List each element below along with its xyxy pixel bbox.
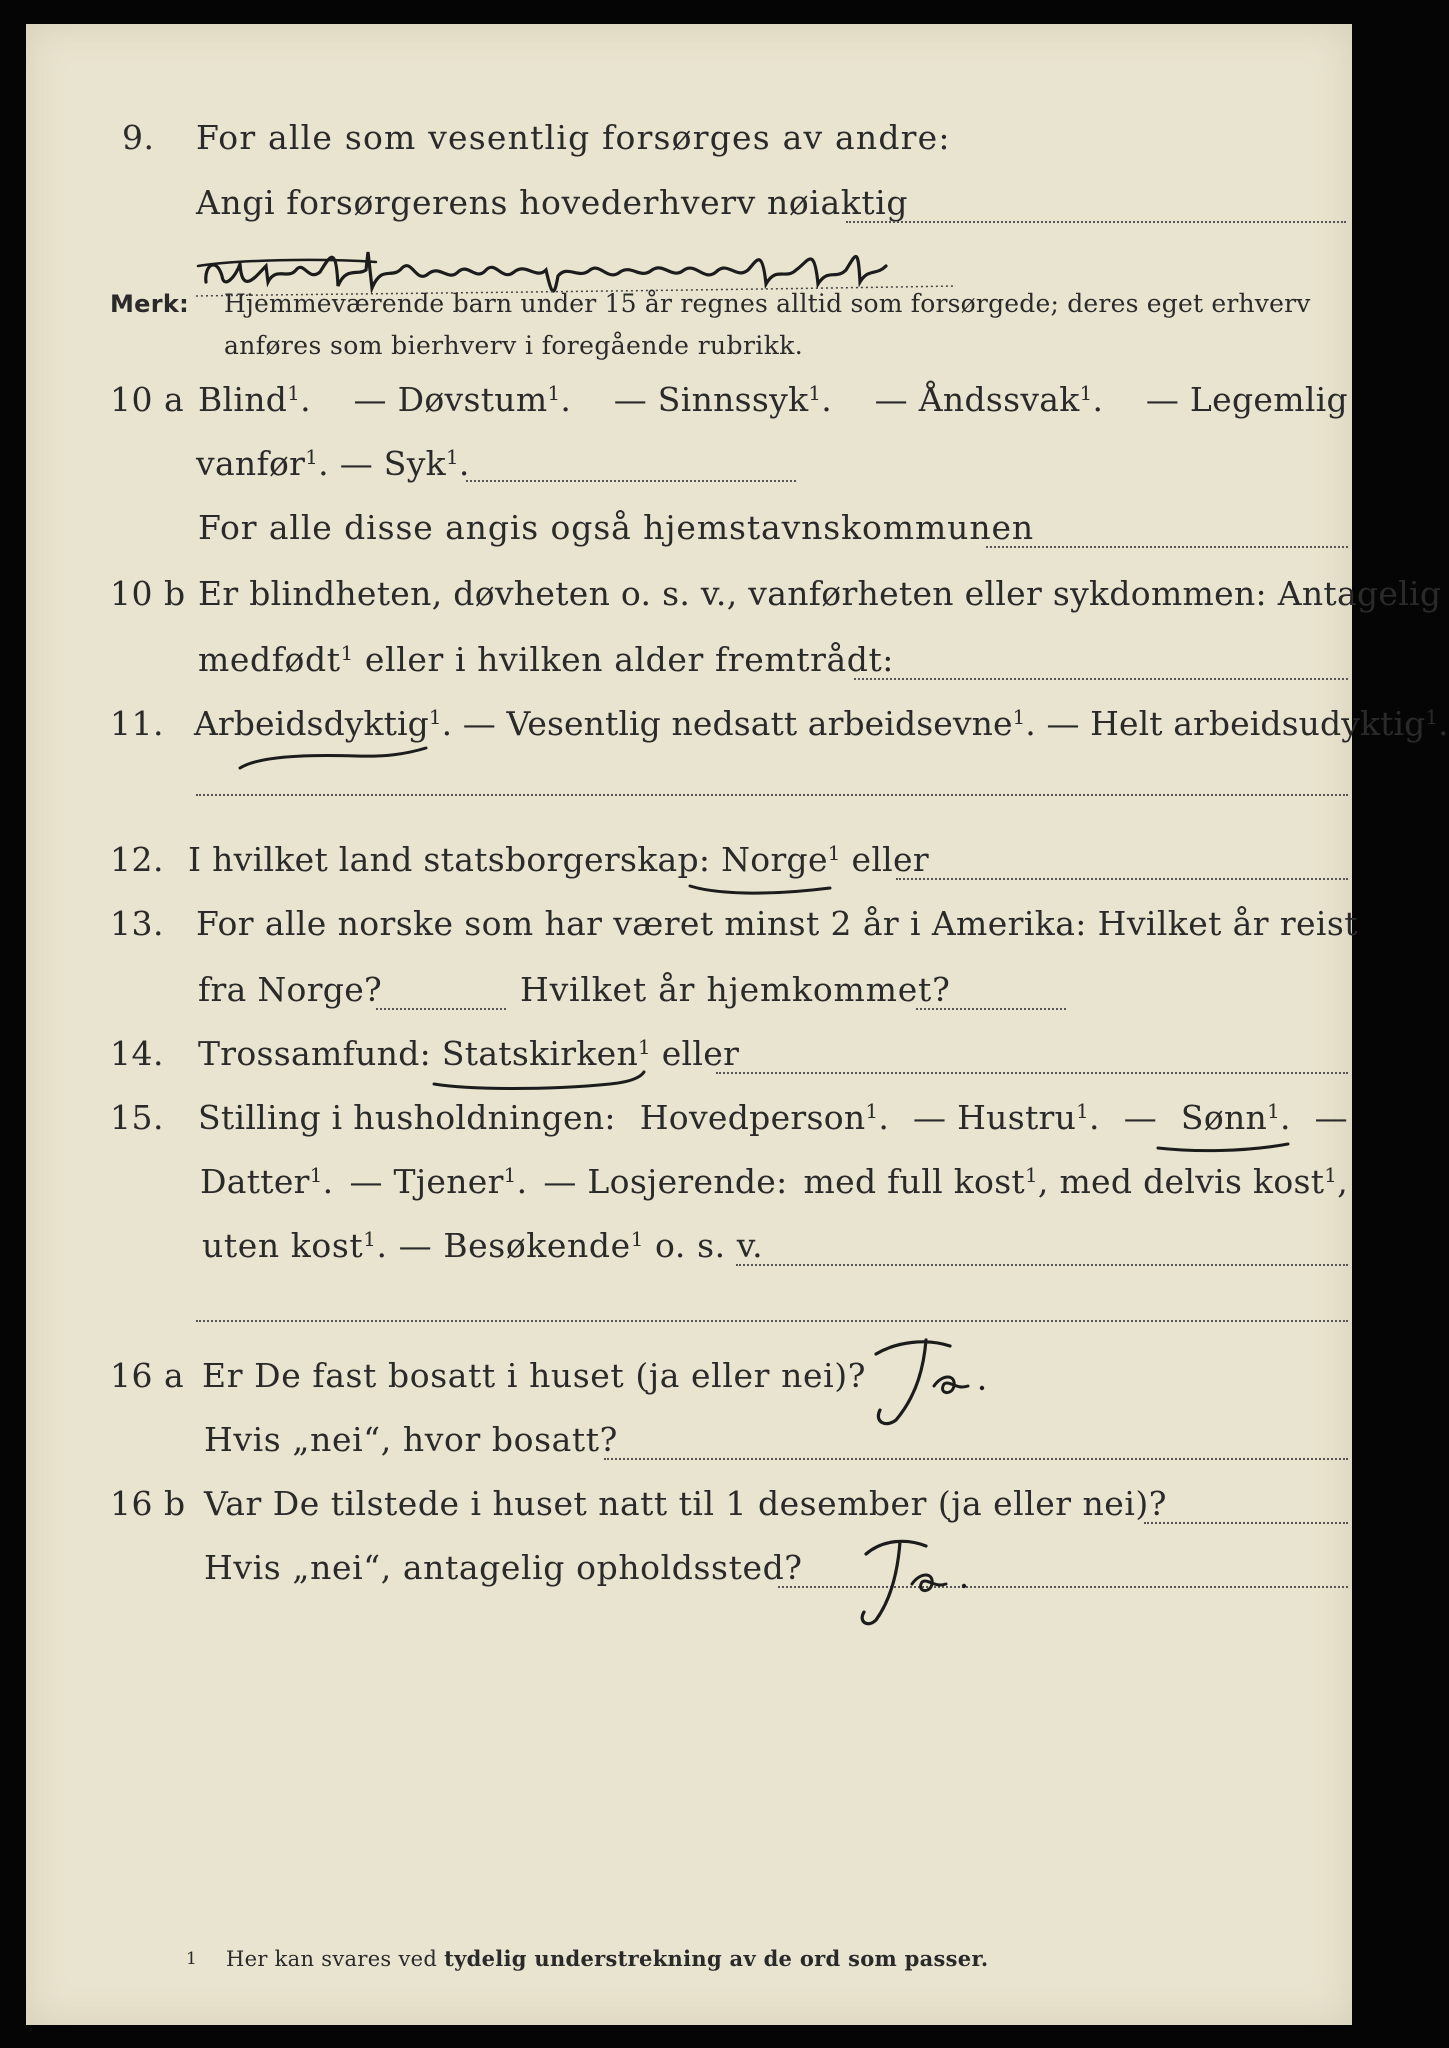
note-row: [26, 286, 1352, 322]
question-9-line-2: [26, 179, 1352, 227]
answer-line: [196, 1320, 1348, 1322]
footnote-mark: 1: [186, 1949, 198, 1969]
question-text: Hvilket år hjemkommet?: [520, 970, 951, 1009]
option-servant: — Tjener$^1$.: [349, 1162, 528, 1201]
question-number: 11.: [110, 704, 164, 743]
option-daughter: Datter$^1$.: [200, 1162, 334, 1201]
option-mentally-disabled: — Åndssvak$^1$.: [874, 380, 1104, 419]
question-text: For alle disse angis også hjemstavnskommunen: [198, 508, 1035, 547]
question-number: 10 b: [110, 574, 186, 613]
question-15-line-3: [26, 1222, 1352, 1270]
disability-options: [198, 376, 1348, 424]
question-number: 9.: [122, 118, 155, 157]
underline-state-church: [430, 1068, 650, 1094]
question-text: I hvilket land statsborgerskap: Norge$^1$ eller: [188, 840, 929, 879]
question-10a: [26, 376, 1352, 424]
question-number: 16 b: [110, 1484, 186, 1523]
question-10b-line-2: [26, 636, 1352, 684]
question-16b-line-2: [26, 1544, 1352, 1592]
question-text: Var De tilstede i huset natt til 1 desember (ja eller nei)?: [204, 1484, 1167, 1523]
question-number: 13.: [110, 904, 164, 943]
answer-line: [466, 480, 796, 482]
footnote: [26, 1942, 1352, 1976]
answer-line: [854, 678, 1348, 680]
question-15-line-2: [26, 1158, 1352, 1206]
question-text: Angi forsørgerens hovederhverv nøiaktig: [196, 183, 909, 222]
question-number: 16 a: [110, 1356, 185, 1395]
question-10a-line-3: [26, 504, 1352, 552]
question-16b: [26, 1480, 1352, 1528]
question-text: For alle som vesentlig forsørges av andre:: [196, 118, 951, 157]
work-ability-options: Arbeidsdyktig$^1$. — Vesentlig nedsatt arbeidsevne$^1$. — Helt arbeidsudyktig$^1$.: [194, 704, 1449, 743]
answer-line: [736, 1264, 1348, 1266]
question-16a: [26, 1352, 1352, 1400]
option-full-board: med full kost$^1$, med delvis kost$^1$,: [803, 1162, 1348, 1201]
question-number: 10 a: [110, 380, 185, 419]
note-text: anføres som bierhverv i foregående rubrikk.: [224, 331, 804, 360]
option-norway: Norge: [721, 840, 828, 879]
question-text: medfødt$^1$ eller i hvilken alder fremtrådt:: [198, 640, 895, 679]
household-position-options: Stilling i husholdningen: Hovedperson$^1$. — Hustru$^1$. — Sønn$^1$. —: [198, 1094, 1348, 1142]
answer-line: [896, 878, 1348, 880]
underline-able-to-work: [236, 744, 436, 774]
option-physically: — Legemlig: [1145, 380, 1348, 419]
question-10a-line-2: [26, 440, 1352, 488]
option-head: Hovedperson$^1$.: [639, 1098, 890, 1137]
question-14: [26, 1030, 1352, 1078]
option-wife: — Hustru$^1$.: [913, 1098, 1100, 1137]
answer-line: [846, 221, 1346, 223]
option-state-church: Statskirken: [441, 1034, 639, 1073]
answer-line: [1144, 1522, 1348, 1524]
question-number: 14.: [110, 1034, 164, 1073]
question-number: 15.: [110, 1098, 164, 1137]
question-13: [26, 900, 1358, 948]
underline-norway: [686, 876, 836, 900]
question-11: [26, 700, 1449, 748]
note-row-2: [26, 328, 1352, 364]
question-text: fra Norge?: [198, 970, 383, 1009]
question-13-line-2: [26, 966, 1352, 1014]
answer-line: [916, 1008, 1066, 1010]
question-10b: [26, 570, 1442, 618]
question-text: For alle norske som har været minst 2 år i Amerika: Hvilket år reist: [196, 904, 1358, 943]
answer-line: [986, 546, 1348, 548]
question-number: 12.: [110, 840, 164, 879]
option-insane: — Sinnssyk$^1$.: [613, 380, 833, 419]
note-label: Merk:: [110, 290, 190, 318]
household-position-options-2: Datter$^1$. — Tjener$^1$. — Losjerende: med full kost$^1$, med delvis kost$^1$,: [200, 1158, 1348, 1206]
answer-line: [376, 1008, 506, 1010]
question-text: Hvis „nei“, antagelig opholdssted?: [204, 1548, 803, 1587]
census-form-page: [26, 24, 1449, 2025]
answer-line: [604, 1458, 1348, 1460]
question-text: Er blindheten, døvheten o. s. v., vanførheten eller sykdommen: Antagelig: [198, 574, 1442, 613]
question-9: [26, 114, 1352, 162]
question-text: Hvis „nei“, hvor bosatt?: [204, 1420, 618, 1459]
option-son: Sønn$^1$.: [1180, 1098, 1291, 1137]
underline-son: [1154, 1134, 1294, 1158]
question-text: uten kost$^1$. — Besøkende$^1$ o. s. v.: [202, 1226, 764, 1265]
option-disabled: vanfør$^1$. — Syk$^1$.: [196, 444, 470, 483]
question-text: Er De fast bosatt i huset (ja eller nei)?: [202, 1356, 866, 1395]
answer-line: [196, 794, 1348, 796]
footnote-text: Her kan svares ved tydelig understrekning av de ord som passer.: [226, 1946, 989, 1971]
option-able-to-work: Arbeidsdyktig: [194, 704, 429, 743]
answer-line: [716, 1072, 1348, 1074]
handwritten-answer-ja-2: [826, 1524, 986, 1634]
note-text: Hjemmeværende barn under 15 år regnes alltid som forsørgede; deres eget erhverv: [224, 289, 1311, 318]
option-blind: Blind$^1$.: [198, 380, 311, 419]
question-16a-line-2: [26, 1416, 1352, 1464]
option-deaf-mute: — Døvstum$^1$.: [353, 380, 572, 419]
question-text: Trossamfund: Statskirken$^1$ eller: [198, 1034, 740, 1073]
